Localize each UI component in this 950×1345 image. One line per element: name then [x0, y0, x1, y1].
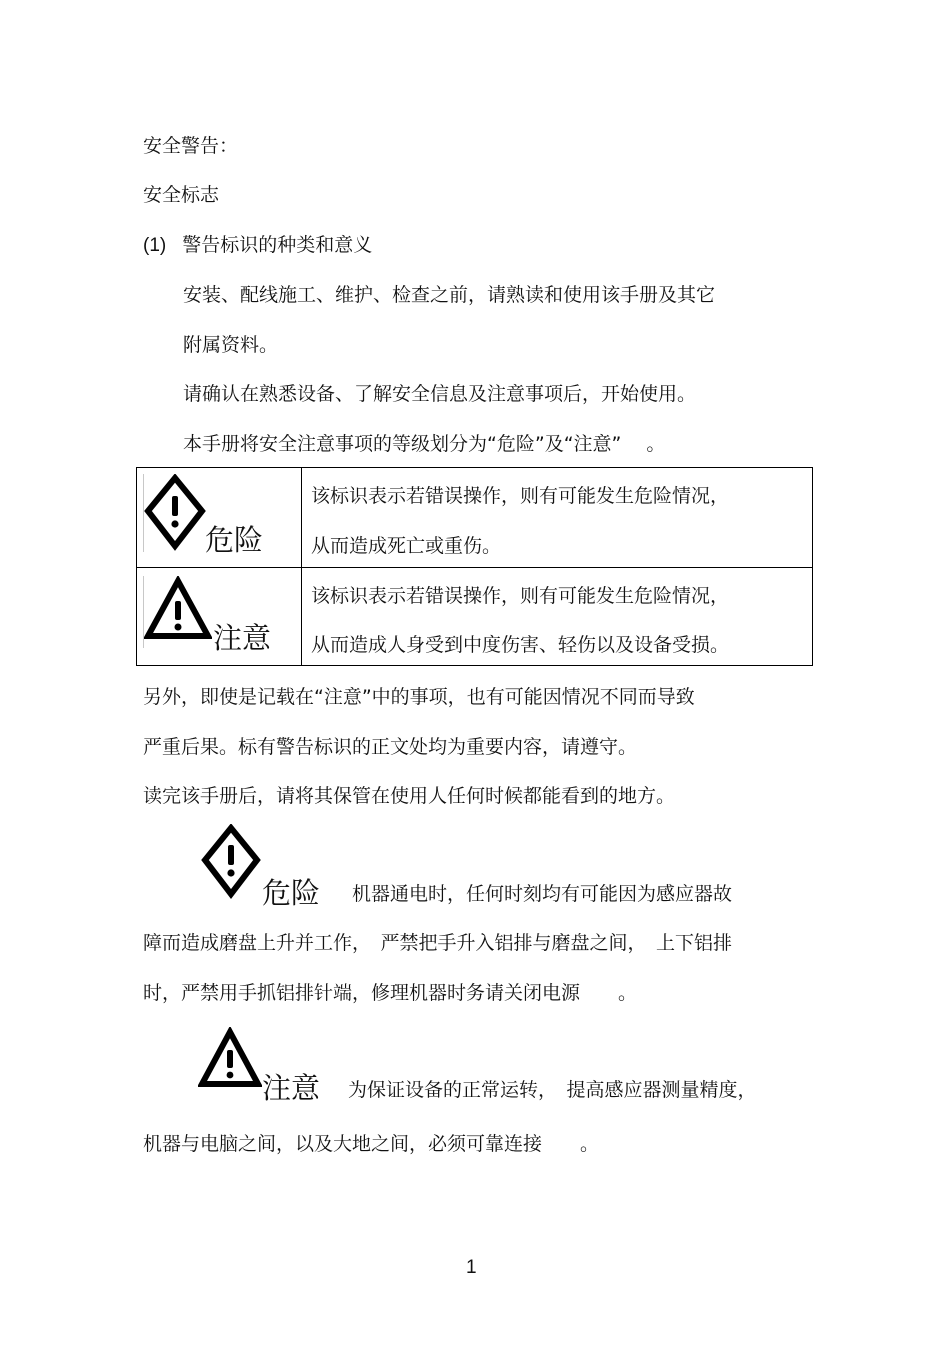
section-number: (1): [143, 235, 167, 256]
section-heading: [143, 233, 372, 258]
caution-block-line-1: 为保证设备的正常运转， 提高感应器测量精度，: [348, 1079, 757, 1101]
page-number: 1: [466, 1257, 477, 1278]
intro-line-4: 本手册将安全注意事项的等级划分为“危险”及“注意” 。: [183, 433, 666, 455]
intro-line-1: 安装、配线施工、维护、检查之前，请熟读和使用该手册及其它: [183, 284, 716, 306]
danger-description-line-1: 该标识表示若错误操作，则有可能发生危险情况，: [311, 485, 730, 507]
danger-block-line-2: 障而造成磨盘上升并工作， 严禁把手升入铝排与磨盘之间， 上下铝排: [143, 932, 733, 954]
caution-block-label: 注意: [262, 1071, 321, 1105]
caution-triangle-exclamation-icon: [144, 576, 212, 642]
danger-diamond-exclamation-icon: [144, 474, 206, 552]
intro-line-2: 附属资料。: [183, 334, 279, 356]
table-column-divider: [301, 468, 302, 665]
caution-description-line-1: 该标识表示若错误操作，则有可能发生危险情况，: [311, 585, 730, 607]
danger-block-label: 危险: [262, 876, 321, 910]
warning-levels-table: [136, 467, 813, 666]
caution-description-line-2: 从而造成人身受到中度伤害、轻伤以及设备受损。: [311, 634, 730, 656]
danger-block-line-1: 机器通电时，任何时刻均有可能因为感应器故: [352, 883, 733, 905]
section-subtitle: 安全标志: [143, 184, 220, 206]
notes-line-3: 读完该手册后，请将其保管在使用人任何时候都能看到的地方。: [143, 785, 676, 807]
danger-description-line-2: 从而造成死亡或重伤。: [311, 535, 502, 557]
danger-label: 危险: [205, 523, 264, 557]
caution-block-line-2: 机器与电脑之间，以及大地之间，必须可靠连接 。: [143, 1133, 600, 1155]
danger-block-line-3: 时，严禁用手抓铝排针端，修理机器时务请关闭电源 。: [143, 982, 638, 1004]
danger-diamond-exclamation-icon: [201, 824, 261, 900]
page-title: 安全警告：: [143, 135, 239, 157]
danger-icon-frame: [143, 474, 208, 552]
caution-triangle-exclamation-icon: [198, 1027, 262, 1089]
notes-line-2: 严重后果。标有警告标识的正文处均为重要内容，请遵守。: [143, 736, 638, 758]
section-title: 警告标识的种类和意义: [182, 234, 373, 256]
notes-line-1: 另外，即使是记载在“注意”中的事项，也有可能因情况不同而导致: [143, 686, 695, 708]
table-row-divider: [137, 567, 812, 568]
caution-label: 注意: [213, 621, 272, 655]
intro-line-3: 请确认在熟悉设备、了解安全信息及注意事项后，开始使用。: [183, 383, 697, 405]
caution-icon-frame: [143, 576, 214, 648]
